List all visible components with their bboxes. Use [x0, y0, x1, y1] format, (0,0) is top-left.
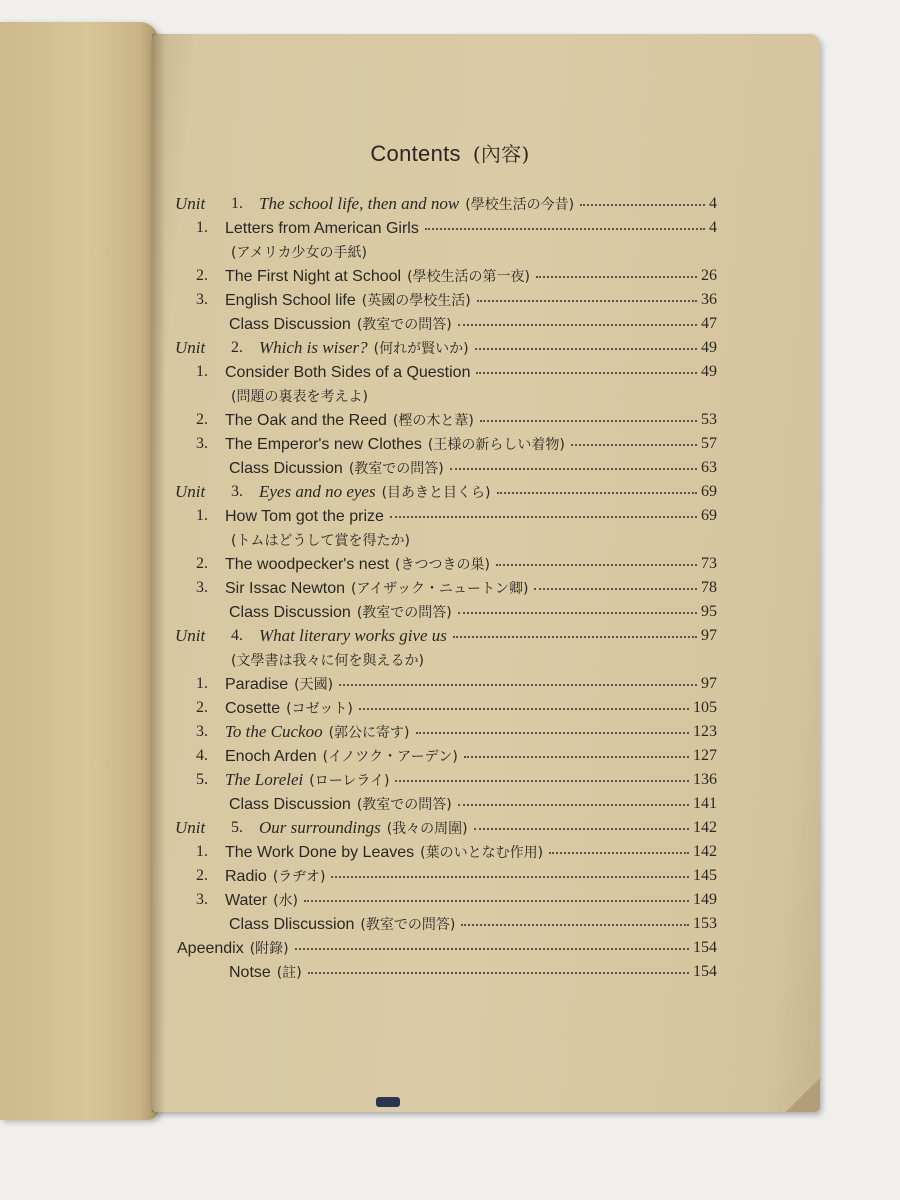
page-number: 69	[701, 483, 717, 500]
toc-entry-item	[175, 768, 717, 792]
entry-title-english: Enoch Arden	[225, 748, 317, 765]
dot-leader	[425, 228, 705, 230]
unit-label: Unit	[175, 194, 206, 213]
unit-number: 4.	[231, 627, 243, 644]
toc-entry-class	[175, 456, 717, 480]
entry-title	[225, 216, 419, 241]
entry-title-english: Cosette	[225, 700, 281, 717]
dot-leader	[304, 900, 689, 902]
toc-entry-class	[175, 960, 717, 984]
page-number: 57	[701, 435, 717, 452]
dot-leader	[395, 780, 689, 782]
dot-leader	[390, 516, 697, 518]
entry-title-japanese: (我々の周圍)	[386, 821, 468, 837]
dot-leader	[450, 468, 697, 470]
dot-leader	[331, 876, 689, 878]
toc-entry-class	[175, 312, 717, 336]
entry-title	[225, 768, 389, 793]
toc-entry-item	[175, 288, 717, 312]
entry-title	[259, 192, 574, 217]
entry-title	[229, 960, 302, 985]
entry-title-english: Class Dliscussion	[229, 916, 355, 933]
entry-title	[225, 264, 530, 289]
entry-title-english: Letters from American Girls	[225, 220, 419, 237]
entry-title	[231, 528, 410, 553]
entry-title	[225, 288, 471, 313]
entry-title-japanese: (教室での問答)	[356, 797, 452, 813]
page-number: 142	[693, 843, 717, 860]
entry-title-english: The Oak and the Reed	[225, 412, 387, 429]
page-number: 127	[693, 747, 717, 764]
toc-entry-item	[175, 360, 717, 384]
entry-title-english: Class Discussion	[229, 604, 351, 621]
entry-title-japanese: (王様の新らしい着物)	[427, 437, 565, 453]
entry-title	[225, 744, 458, 769]
toc-entry-sub	[175, 528, 717, 552]
entry-title-japanese: (學校生活の今昔)	[465, 197, 575, 213]
toc-entry-item	[175, 672, 717, 696]
page-corner	[786, 1078, 820, 1112]
entry-title-english: The Lorelei	[225, 770, 304, 789]
entry-title-japanese: (アイザック・ニュートン卿)	[351, 581, 529, 597]
toc-entry-unit	[175, 336, 717, 360]
entry-title-japanese: (きつつきの巣)	[395, 557, 490, 573]
entry-title-japanese: (教室での問答)	[348, 461, 444, 477]
entry-title-english: The school life, then and now	[259, 194, 460, 213]
page-number: 47	[701, 315, 717, 332]
toc-entry-class	[175, 600, 717, 624]
toc-entry-sub	[175, 648, 717, 672]
entry-title-japanese: (教室での問答)	[360, 917, 456, 933]
entry-title-english: Class Dicussion	[229, 460, 343, 477]
entry-title-english: The Emperor's new Clothes	[225, 436, 422, 453]
item-number: 1.	[196, 843, 208, 860]
entry-title	[225, 360, 470, 385]
page-number: 142	[693, 819, 717, 836]
item-number: 3.	[196, 435, 208, 452]
table-of-contents	[175, 192, 717, 984]
entry-title	[225, 672, 333, 697]
dot-leader	[359, 708, 689, 710]
page-number: 145	[693, 867, 717, 884]
entry-title-japanese: (註)	[276, 965, 302, 981]
toc-entry-item	[175, 840, 717, 864]
item-number: 3.	[196, 579, 208, 596]
toc-entry-item	[175, 720, 717, 744]
entry-title-japanese: (ローレライ)	[309, 773, 390, 789]
entry-title	[225, 864, 325, 889]
toc-entry-sub	[175, 240, 717, 264]
entry-title-japanese: (英國の學校生活)	[361, 293, 471, 309]
toc-entry-unit	[175, 192, 717, 216]
entry-title-english: Radio	[225, 868, 267, 885]
page-number: 149	[693, 891, 717, 908]
entry-title	[177, 936, 289, 961]
entry-title-english: Apeendix	[177, 940, 244, 957]
dot-leader	[458, 612, 697, 614]
unit-label: Unit	[175, 818, 206, 837]
item-number: 1.	[196, 219, 208, 236]
dot-leader	[534, 588, 697, 590]
dot-leader	[476, 372, 697, 374]
item-number: 1.	[196, 507, 208, 524]
entry-title-english: To the Cuckoo	[225, 722, 323, 741]
page-number: 73	[701, 555, 717, 572]
toc-entry-unit	[175, 480, 717, 504]
toc-entry-item	[175, 264, 717, 288]
page-title	[0, 138, 900, 167]
dot-leader	[464, 756, 689, 758]
toc-entry-item	[175, 888, 717, 912]
unit-label: Unit	[175, 338, 206, 357]
entry-title	[229, 600, 452, 625]
dot-leader	[536, 276, 697, 278]
toc-entry-unit	[175, 624, 717, 648]
title-english: Contents	[370, 141, 461, 166]
entry-title-japanese: (教室での問答)	[356, 317, 452, 333]
entry-title-english: The Work Done by Leaves	[225, 844, 415, 861]
entry-title-english: Water	[225, 892, 268, 909]
dot-leader	[339, 684, 697, 686]
page-number: 49	[701, 363, 717, 380]
toc-entry-item	[175, 696, 717, 720]
entry-title	[259, 624, 447, 648]
item-number: 2.	[196, 867, 208, 884]
entry-title-japanese: (トムはどうして賞を得たか)	[231, 533, 410, 549]
entry-title-english: Paradise	[225, 676, 289, 693]
page-number: 4	[709, 219, 717, 236]
left-page	[0, 22, 158, 1120]
entry-title	[231, 240, 367, 265]
dot-leader	[416, 732, 689, 734]
entry-title-english: What literary works give us	[259, 626, 447, 645]
toc-entry-item	[175, 504, 717, 528]
unit-number: 3.	[231, 483, 243, 500]
page-number: 78	[701, 579, 717, 596]
entry-title-japanese: (學校生活の第一夜)	[407, 269, 531, 285]
entry-title-japanese: (何れが賢いか)	[373, 341, 469, 357]
item-number: 3.	[196, 723, 208, 740]
dot-leader	[295, 948, 689, 950]
unit-label: Unit	[175, 482, 206, 501]
entry-title-japanese: (天國)	[294, 677, 334, 693]
toc-entry-item	[175, 216, 717, 240]
toc-entry-item	[175, 744, 717, 768]
entry-title-english: Eyes and no eyes	[259, 482, 376, 501]
entry-title	[229, 792, 452, 817]
page-number: 49	[701, 339, 717, 356]
entry-title	[259, 480, 491, 505]
dot-leader	[458, 804, 689, 806]
entry-title-japanese: (アメリカ少女の手紙)	[231, 245, 367, 261]
dot-leader	[480, 420, 697, 422]
entry-title	[225, 696, 353, 721]
entry-title-english: The First Night at School	[225, 268, 402, 285]
entry-title-japanese: (附錄)	[249, 941, 289, 957]
entry-title	[225, 720, 410, 745]
toc-entry-item	[175, 432, 717, 456]
toc-entry-sub	[175, 384, 717, 408]
entry-title-japanese: (水)	[273, 893, 299, 909]
entry-title	[229, 912, 455, 937]
item-number: 2.	[196, 555, 208, 572]
page-number: 141	[693, 795, 717, 812]
dot-leader	[477, 300, 697, 302]
entry-title-english: The woodpecker's nest	[225, 556, 390, 573]
item-number: 3.	[196, 291, 208, 308]
item-number: 2.	[196, 699, 208, 716]
entry-title-japanese: (葉のいとなむ作用)	[420, 845, 544, 861]
title-japanese: (內容)	[472, 142, 530, 166]
entry-title-english: English School life	[225, 292, 356, 309]
page-number: 154	[693, 963, 717, 980]
dot-leader	[475, 348, 697, 350]
entry-title	[259, 816, 468, 841]
dot-leader	[461, 924, 689, 926]
entry-title	[225, 888, 298, 913]
item-number: 1.	[196, 675, 208, 692]
entry-title-japanese: (コゼット)	[286, 701, 353, 717]
entry-title-japanese: (文學書は我々に何を與えるか)	[231, 653, 424, 669]
entry-title-english: Consider Both Sides of a Question	[225, 364, 471, 381]
page-number: 105	[693, 699, 717, 716]
dot-leader	[496, 564, 697, 566]
entry-title-japanese: (ラヂオ)	[272, 869, 326, 885]
entry-title-japanese: (目あきと目くら)	[381, 485, 491, 501]
entry-title	[231, 648, 424, 673]
item-number: 1.	[196, 363, 208, 380]
page-number: 53	[701, 411, 717, 428]
page-number: 36	[701, 291, 717, 308]
unit-number: 2.	[231, 339, 243, 356]
entry-title	[225, 840, 543, 865]
item-number: 2.	[196, 411, 208, 428]
entry-title	[225, 504, 384, 529]
entry-title-japanese: (教室での問答)	[356, 605, 452, 621]
page-number: 95	[701, 603, 717, 620]
dot-leader	[474, 828, 689, 830]
dot-leader	[497, 492, 697, 494]
ink-mark	[376, 1097, 400, 1107]
toc-entry-class	[175, 912, 717, 936]
entry-title	[259, 336, 469, 361]
entry-title-english: Class Discussion	[229, 796, 351, 813]
entry-title-japanese: (樫の木と葦)	[392, 413, 474, 429]
page-number: 97	[701, 627, 717, 644]
page-number: 154	[693, 939, 717, 956]
entry-title	[229, 312, 452, 337]
toc-entry-class	[175, 792, 717, 816]
entry-title-english: Sir Issac Newton	[225, 580, 346, 597]
entry-title	[225, 576, 528, 601]
unit-number: 5.	[231, 819, 243, 836]
page-number: 4	[709, 195, 717, 212]
item-number: 4.	[196, 747, 208, 764]
dot-leader	[571, 444, 697, 446]
entry-title	[225, 408, 474, 433]
entry-title-english: How Tom got the prize	[225, 508, 384, 525]
unit-label: Unit	[175, 626, 206, 645]
page-number: 63	[701, 459, 717, 476]
page-number: 97	[701, 675, 717, 692]
entry-title-japanese: (イノツク・アーデン)	[322, 749, 458, 765]
entry-title	[231, 384, 368, 409]
entry-title-japanese: (郭公に寄す)	[328, 725, 410, 741]
entry-title-english: Which is wiser?	[259, 338, 368, 357]
dot-leader	[458, 324, 697, 326]
page-number: 26	[701, 267, 717, 284]
entry-title	[225, 432, 565, 457]
entry-title-japanese: (問題の裏表を考えよ)	[231, 389, 368, 405]
page-spine-shadow	[152, 34, 166, 1112]
toc-entry-item	[175, 408, 717, 432]
item-number: 5.	[196, 771, 208, 788]
page-number: 69	[701, 507, 717, 524]
dot-leader	[453, 636, 697, 638]
entry-title-english: Our surroundings	[259, 818, 381, 837]
toc-entry-appendix	[175, 936, 717, 960]
toc-entry-item	[175, 864, 717, 888]
page-number: 136	[693, 771, 717, 788]
page-number: 123	[693, 723, 717, 740]
entry-title-english: Notse	[229, 964, 271, 981]
item-number: 3.	[196, 891, 208, 908]
dot-leader	[549, 852, 689, 854]
entry-title	[229, 456, 444, 481]
entry-title	[225, 552, 490, 577]
toc-entry-item	[175, 552, 717, 576]
toc-entry-unit	[175, 816, 717, 840]
item-number: 2.	[196, 267, 208, 284]
unit-number: 1.	[231, 195, 243, 212]
dot-leader	[308, 972, 689, 974]
toc-entry-item	[175, 576, 717, 600]
dot-leader	[580, 204, 705, 206]
entry-title-english: Class Discussion	[229, 316, 351, 333]
page-number: 153	[693, 915, 717, 932]
